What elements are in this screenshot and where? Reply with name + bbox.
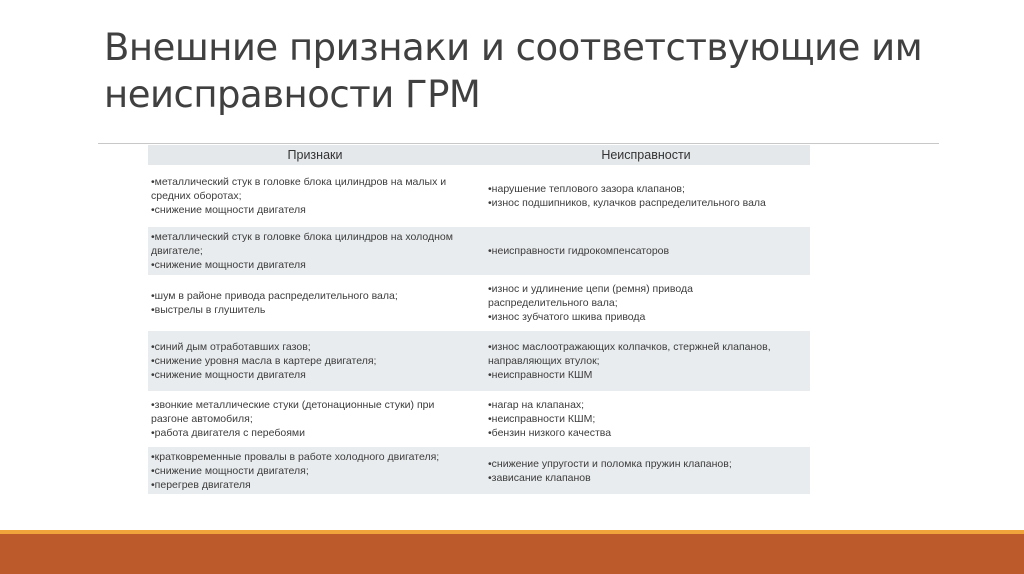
table-row bbox=[148, 227, 810, 275]
title-line-1: Внешние признаки и соответствующие им bbox=[104, 26, 923, 69]
symptoms-cell bbox=[148, 450, 485, 492]
symptoms-cell bbox=[148, 289, 485, 317]
symptom-line: разгоне автомобиля; bbox=[151, 413, 253, 425]
title-line-2: неисправности ГРМ bbox=[104, 73, 481, 116]
title-divider bbox=[98, 143, 939, 144]
symptom-line: •снижение уровня масла в картере двигателя; bbox=[151, 355, 377, 367]
table-row bbox=[148, 165, 810, 227]
symptoms-cell bbox=[148, 398, 485, 440]
table-row bbox=[148, 391, 810, 447]
fault-line: •неисправности КШМ; bbox=[488, 413, 596, 425]
table-header bbox=[148, 145, 810, 165]
fault-line: •бензин низкого качества bbox=[488, 427, 612, 439]
faults-cell bbox=[485, 398, 810, 440]
faults-cell bbox=[485, 244, 810, 258]
faults-cell bbox=[485, 282, 810, 324]
symptom-line: •выстрелы в глушитель bbox=[151, 304, 266, 316]
symptom-line: •синий дым отработавших газов; bbox=[151, 341, 311, 353]
symptom-line: •металлический стук в головке блока цилиндров на малых и bbox=[151, 176, 447, 188]
symptom-line: •шум в районе привода распределительного вала; bbox=[151, 290, 398, 302]
symptom-line: •снижение мощности двигателя; bbox=[151, 464, 309, 477]
fault-line: •снижение упругости и поломка пружин клапанов; bbox=[488, 457, 732, 470]
fault-line: •нарушение теплового зазора клапанов; bbox=[488, 183, 685, 195]
faults-cell bbox=[485, 182, 810, 210]
fault-line: •износ и удлинение цепи (ремня) привода bbox=[488, 283, 693, 295]
symptom-line: •металлический стук в головке блока цилиндров на холодном bbox=[151, 231, 453, 243]
header-faults: Неисправности bbox=[601, 148, 691, 162]
table-row bbox=[148, 447, 810, 494]
slide-title bbox=[104, 24, 964, 118]
faults-cell bbox=[485, 457, 810, 485]
fault-line: распределительного вала; bbox=[488, 297, 618, 309]
fault-line: •износ зубчатого шкива привода bbox=[488, 311, 646, 323]
symptoms-cell bbox=[148, 175, 485, 217]
symptom-line: •работа двигателя с перебоями bbox=[151, 427, 305, 439]
symptom-line: •кратковременные провалы в работе холодного двигателя; bbox=[151, 450, 440, 463]
faults-table bbox=[148, 145, 810, 494]
symptom-line: •звонкие металлические стуки (детонационные стуки) при bbox=[151, 399, 435, 411]
fault-line: •износ подшипников, кулачков распределительного вала bbox=[488, 197, 766, 209]
fault-line: •нагар на клапанах; bbox=[488, 399, 585, 411]
faults-cell bbox=[485, 340, 810, 382]
fault-line: направляющих втулок; bbox=[488, 355, 600, 367]
fault-line: •неисправности КШМ bbox=[488, 369, 593, 381]
fault-line: •износ маслоотражающих колпачков, стержней клапанов, bbox=[488, 341, 771, 353]
table-row bbox=[148, 275, 810, 331]
table-row bbox=[148, 331, 810, 391]
header-symptoms: Признаки bbox=[287, 148, 343, 162]
symptom-line: •перегрев двигателя bbox=[151, 478, 251, 491]
symptoms-cell bbox=[148, 340, 485, 382]
symptom-line: •снижение мощности двигателя bbox=[151, 259, 306, 271]
fault-line: •зависание клапанов bbox=[488, 471, 591, 484]
footer-bar bbox=[0, 534, 1024, 574]
symptom-line: •снижение мощности двигателя bbox=[151, 369, 306, 381]
symptoms-cell bbox=[148, 230, 485, 272]
symptom-line: средних оборотах; bbox=[151, 190, 242, 202]
symptom-line: •снижение мощности двигателя bbox=[151, 204, 306, 216]
fault-line: •неисправности гидрокомпенсаторов bbox=[488, 245, 670, 257]
symptom-line: двигателе; bbox=[151, 245, 203, 257]
